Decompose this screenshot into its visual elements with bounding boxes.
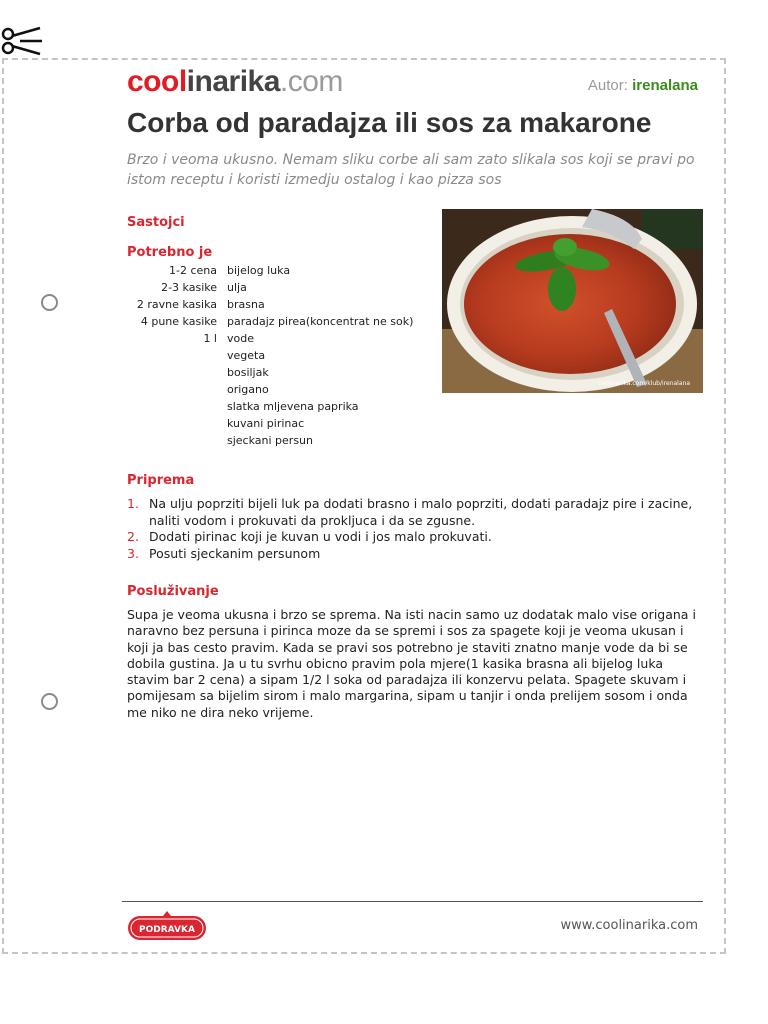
ingredient-row	[127, 296, 413, 313]
ingredient-name: kuvani pirinac	[227, 417, 305, 430]
step-number: 1.	[127, 496, 139, 511]
ingredient-qty	[127, 432, 227, 449]
ingredient-row	[127, 279, 413, 296]
ingredient-qty	[127, 381, 227, 398]
ingredient-row	[127, 347, 413, 364]
ingredients-heading: Sastojci	[127, 215, 185, 230]
step-text: Posuti sjeckanim persunom	[149, 545, 321, 561]
preparation-steps	[127, 496, 707, 562]
ingredient-row	[127, 381, 413, 398]
ingredient-qty	[127, 364, 227, 381]
binder-hole	[41, 294, 58, 311]
ingredient-qty: 1 l	[203, 332, 217, 345]
binder-hole	[41, 693, 58, 710]
ingredient-qty: 4 pune kasike	[140, 315, 217, 328]
ingredient-qty	[127, 415, 227, 432]
preparation-step	[127, 546, 707, 563]
ingredient-row	[127, 432, 413, 449]
ingredient-name: bosiljak	[227, 366, 269, 379]
step-text: Na ulju poprziti bijeli luk pa dodati brasno i malo poprziti, dodati paradajz pire i zacine, naliti vodom i prokuvati da prokljuca i da se zgusne.	[149, 496, 693, 528]
recipe-title: Corba od paradajza ili sos za makarone	[127, 107, 652, 138]
ingredient-name: ulja	[227, 281, 247, 294]
ingredient-list	[127, 262, 413, 449]
podravka-wordmark: PODRAVKA	[139, 925, 195, 935]
logo-part: .com	[279, 65, 343, 98]
ingredient-name: slatka mljevena paprika	[227, 400, 359, 413]
ingredient-name: sjeckani persun	[227, 434, 313, 447]
author-label: Autor:	[587, 77, 628, 94]
ingredient-name: bijelog luka	[227, 264, 291, 277]
ingredient-row	[127, 330, 413, 347]
ingredient-row	[127, 398, 413, 415]
ingredient-row	[127, 415, 413, 432]
recipe-photo	[442, 209, 703, 393]
preparation-step	[127, 529, 707, 546]
coolinarika-logo[interactable]	[127, 64, 343, 100]
step-number: 3.	[127, 545, 139, 561]
ingredient-name: brasna	[227, 298, 265, 311]
ingredient-qty: 2 ravne kasika	[136, 298, 217, 311]
ingredient-qty	[127, 398, 227, 415]
website-link[interactable]: www.coolinarika.com	[560, 918, 698, 933]
footer-divider	[122, 901, 703, 902]
step-number: 2.	[127, 529, 139, 544]
ingredient-qty	[127, 347, 227, 364]
ingredient-row	[127, 364, 413, 381]
ingredient-name: vode	[227, 332, 254, 345]
serving-text: Supa je veoma ukusna i brzo se sprema. Na isti nacin samo uz dodatak malo vise origana i naravno bez persuna i pirinca moze da se spremi i sos za spagete koji je veoma ukusan i koji ja bas cesto pravim. Kada se pravi sos potrebno je staviti znatno manje vode da bi se dobila gustina. Ja u tu svrhu obicno pravim pola mjere(1 kasika brasna ali bijelog luka stavim bar 2 cena) a sipam 1/2 l soka od paradajza ili konzervu pelata. Spagete skuvam i pomijesam sa bijelim sirom i malo margarina, sipam u tanjir i onda prelijem sosom i onda me niko ne dira neko vrijeme.	[127, 607, 696, 720]
recipe-subtitle: Brzo i veoma ukusno. Nemam sliku corbe ali sam zato slikala sos koji se pravi po istom receptu i koristi izmedju ostalog i kao pizza sos	[127, 152, 695, 188]
needed-heading: Potrebno je	[127, 245, 213, 260]
scissors-icon	[0, 24, 44, 58]
ingredient-name: origano	[227, 383, 269, 396]
podravka-logo[interactable]	[127, 910, 207, 942]
ingredient-qty: 2-3 kasike	[161, 281, 217, 294]
ingredient-name: vegeta	[227, 349, 266, 362]
serving-heading: Posluživanje	[127, 584, 219, 599]
author-name[interactable]: irenalana	[632, 77, 698, 94]
preparation-step	[127, 496, 707, 529]
logo-part: inarika	[186, 65, 280, 98]
ingredient-qty: 1-2 cena	[169, 264, 217, 277]
ingredient-name: paradajz pirea(koncentrat ne sok)	[227, 315, 414, 328]
photo-watermark: coolinarika.com/klub/irenalana	[597, 380, 690, 387]
author-line	[588, 77, 698, 94]
logo-part: cool	[127, 65, 187, 98]
ingredient-row	[127, 313, 413, 330]
step-text: Dodati pirinac koji je kuvan u vodi i jos malo prokuvati.	[149, 529, 492, 544]
preparation-heading: Priprema	[127, 473, 195, 488]
ingredient-row	[127, 262, 413, 279]
